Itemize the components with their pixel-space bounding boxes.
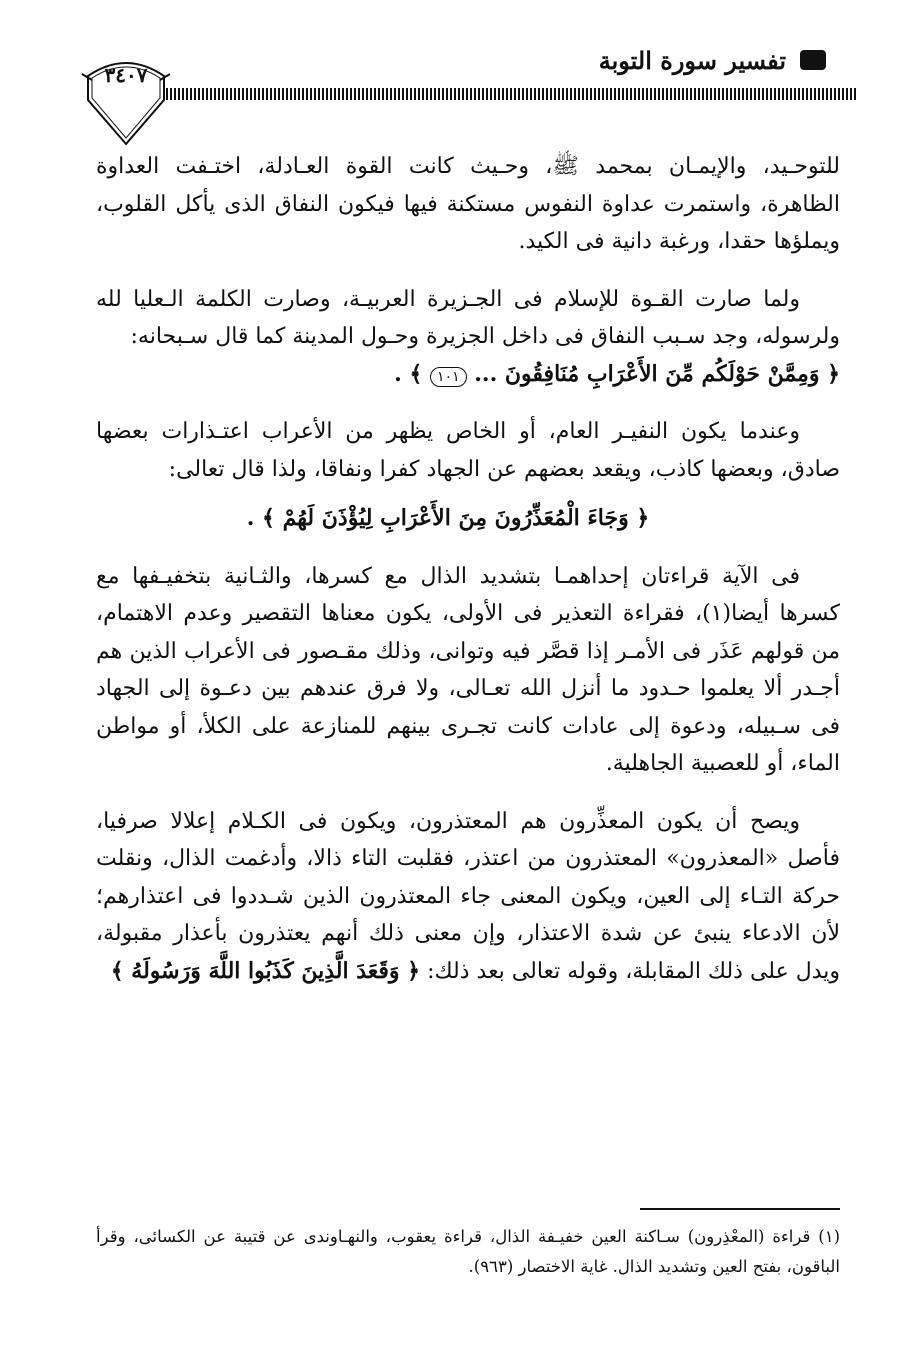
header-rule bbox=[162, 88, 856, 100]
paragraph-2-text: ولما صارت القـوة للإسلام فى الجـزيرة العربيـة، وصارت الكلمة الـعليا لله ولرسوله، وجد سـبب النفاق فى داخل الجزيرة وحـول المدينة كما قال سـبحانه: bbox=[96, 286, 840, 349]
verse-line-1 bbox=[96, 356, 840, 394]
header-ornament-icon bbox=[800, 50, 826, 70]
footnotes bbox=[96, 1222, 840, 1282]
paragraph-4: فى الآية قراءتان إحداهمـا بتشديد الذال مع كسرها، والثـانية بتخفيـفها مع كسرها أيضا(١)، فقراءة التعذير فى الأولى، يكون معناها التقصير وعدم الاهتمام، من قولهم عَذَر فى الأمـر إذا قصَّر فيه وتوانى، وذلك مقـصور فى الأعراب الذين هم أجـدر ألا يعلموا حـدود ما أنزل الله تعـالى، ولا فرق عندهم بين دعـوة إلى الجهاد فى سـبيله، ودعوة إلى عادات كانت تجـرى بينهم للمنازعة على الكلأ، أو مواطن الماء، أو للعصبية الجاهلية. bbox=[96, 563, 840, 776]
verse-line-2: ﴿ وَجَاءَ الْمُعَذِّرُونَ مِنَ الأَعْرَابِ لِيُؤْذَنَ لَهُمْ ﴾ . bbox=[246, 505, 650, 531]
paragraph-3: وعندما يكون النفيـر العام، أو الخاص يظهر من الأعراب اعتـذارات بعضها صادق، وبعضها كاذب، ويقعد بعضهم عن الجهاد كفرا ونفاقا، ولذا قال تعالى: bbox=[96, 419, 840, 482]
footnote-separator bbox=[640, 1208, 840, 1210]
paragraph-5 bbox=[96, 803, 840, 991]
ayah-number: ١٠١ bbox=[430, 367, 467, 387]
main-text bbox=[96, 148, 840, 1010]
page-number-badge bbox=[80, 48, 172, 148]
paragraph-1: للتوحـيد، والإيمـان بمحمد ﷺ، وحـيث كانت القوة العـادلة، اختـفت العداوة الظاهرة، واستمرت عداوة النفوس مستكنة فيها فيكون النفاق الذى يأكل القلوب، ويملؤها حقدا، ورغبة دانية فى الكيد. bbox=[96, 154, 840, 254]
verse-1-text: ﴿ وَمِمَّنْ حَوْلَكُم مِّنَ الأَعْرَابِ مُنَافِقُونَ ... bbox=[466, 360, 840, 387]
footnote-1: (١) قراءة (المعْذِرون) سـاكنة العين خفيـفة الذال، قراءة يعقوب، والنهـاوندى عن قتيبة عن الكسائى، وقرأ الباقون، بفتح العين وتشديد الذال. غاية الاختصار (٩٦٣). bbox=[96, 1227, 840, 1276]
page-number: ٣٤٠٧ bbox=[104, 63, 148, 87]
paragraph-5-text: ويصح أن يكون المعذِّرون هم المعتذرون، ويكون فى الكـلام إعلالا صرفيا، فأصل «المعذرون» المعتذرون من اعتذر، فقلبت التاء ذالا، وأدغمت الذال، ونقلت حركة التـاء إلى العين، ويكون المعنى جاء المعتذرون الذين شـددوا فى اعتذارهم؛ لأن الادعاء ينبئ عن شدة الاعتذار، وإن معنى ذلك أنهم يعتذرون بأعذار مقبولة، ويدل على ذلك المقابلة، وقوله تعالى بعد ذلك: bbox=[96, 808, 840, 984]
running-title: تفسير سورة التوبة bbox=[598, 46, 786, 75]
page-header bbox=[70, 28, 856, 148]
verse-1-close: ﴾ . bbox=[394, 360, 431, 387]
paragraph-2 bbox=[96, 281, 840, 356]
verse-3-text: ﴿ وَقَعَدَ الَّذِينَ كَذَبُوا اللَّهَ وَرَسُولَهُ ﴾ bbox=[110, 957, 421, 984]
